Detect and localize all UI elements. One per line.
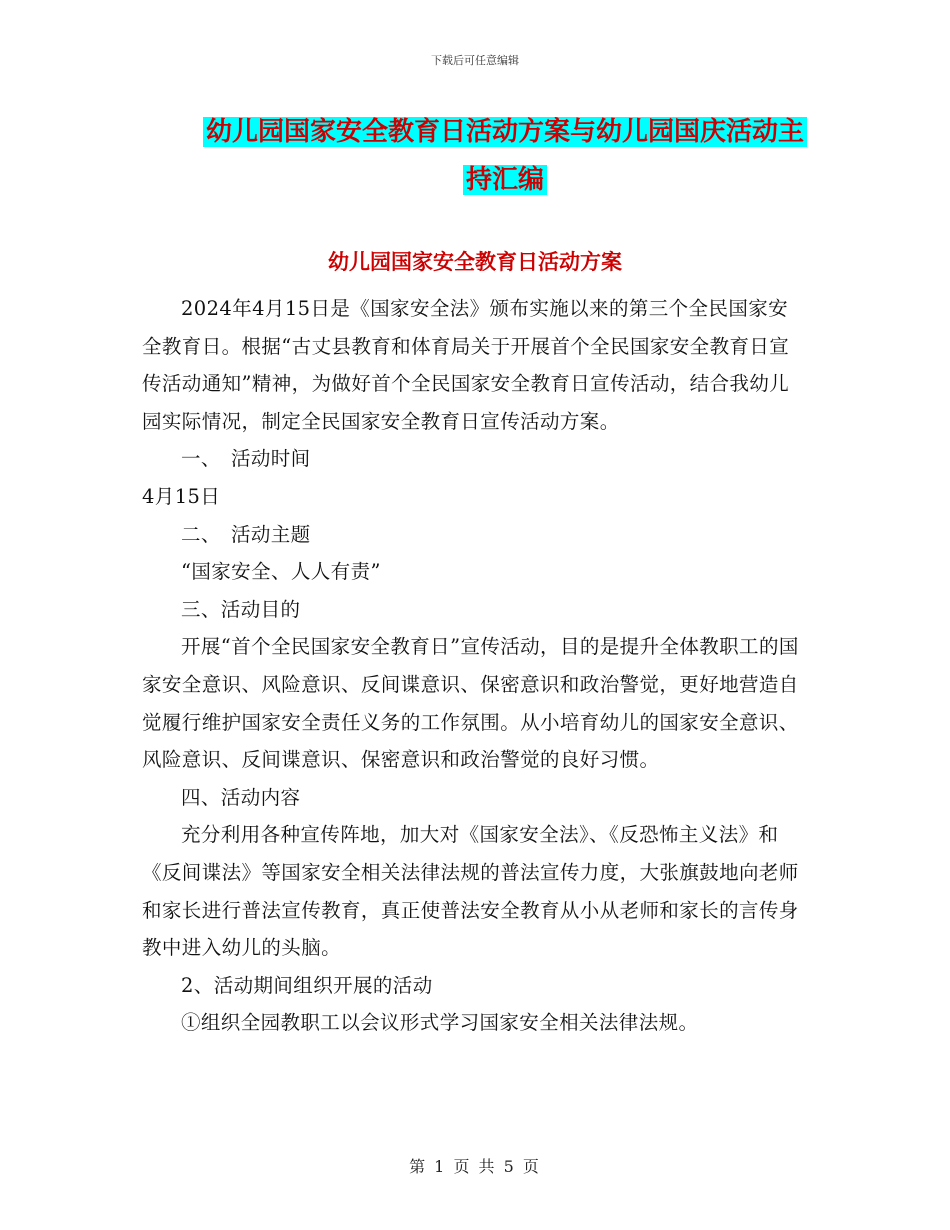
paragraph-activity-purpose: 开展“首个全民国家安全教育日”宣传活动，目的是提升全体教职工的国家安全意识、风险意识、反间谍意识、保密意识和政治警觉，更好地营造自觉履行维护国家安全责任义务的工作氛围。从小培育幼儿的国家安全意识、风险意识、反间谍意识、保密意识和政治警觉的良好习惯。 (142, 635, 799, 772)
page-footer: 第 1 页 共 5 页 (409, 1157, 541, 1176)
paragraph-activity-theme: “国家安全、人人有责” (181, 560, 381, 584)
heading-activity-theme: 二、 活动主题 (181, 522, 311, 546)
document-title (180, 108, 830, 204)
heading-activities-organized: 2、活动期间组织开展的活动 (181, 973, 433, 997)
section-title: 幼儿园国家安全教育日活动方案 (328, 250, 622, 274)
list-item-activity-1: ①组织全园教职工以会议形式学习国家安全相关法律法规。 (181, 1011, 699, 1035)
heading-activity-purpose: 三、活动目的 (181, 597, 301, 621)
heading-activity-time: 一、 活动时间 (181, 447, 311, 471)
document-title-line-1: 幼儿园国家安全教育日活动方案与幼儿园国庆活动主 (203, 117, 807, 147)
body-text (142, 290, 807, 1042)
paragraph-activity-date: 4月15日 (142, 484, 221, 508)
header-note: 下载后可任意编辑 (431, 54, 519, 67)
paragraph-activity-content: 充分利用各种宣传阵地，加大对《国家安全法》、《反恐怖主义法》和《反间谍法》等国家安全相关法律法规的普法宣传力度，大张旗鼓地向老师和家长进行普法宣传教育，真正使普法安全教育从小从老师和家长的言传身教中进入幼儿的头脑。 (142, 823, 799, 960)
heading-activity-content: 四、活动内容 (181, 785, 301, 809)
document-title-line-2: 持汇编 (463, 165, 547, 195)
paragraph-intro: 2024年4月15日是《国家安全法》颁布实施以来的第三个全民国家安全教育日。根据“古丈县教育和体育局关于开展首个全民国家安全教育日宣传活动通知”精神，为做好首个全民国家安全教育日宣传活动，结合我幼儿园实际情况，制定全民国家安全教育日宣传活动方案。 (142, 297, 790, 433)
